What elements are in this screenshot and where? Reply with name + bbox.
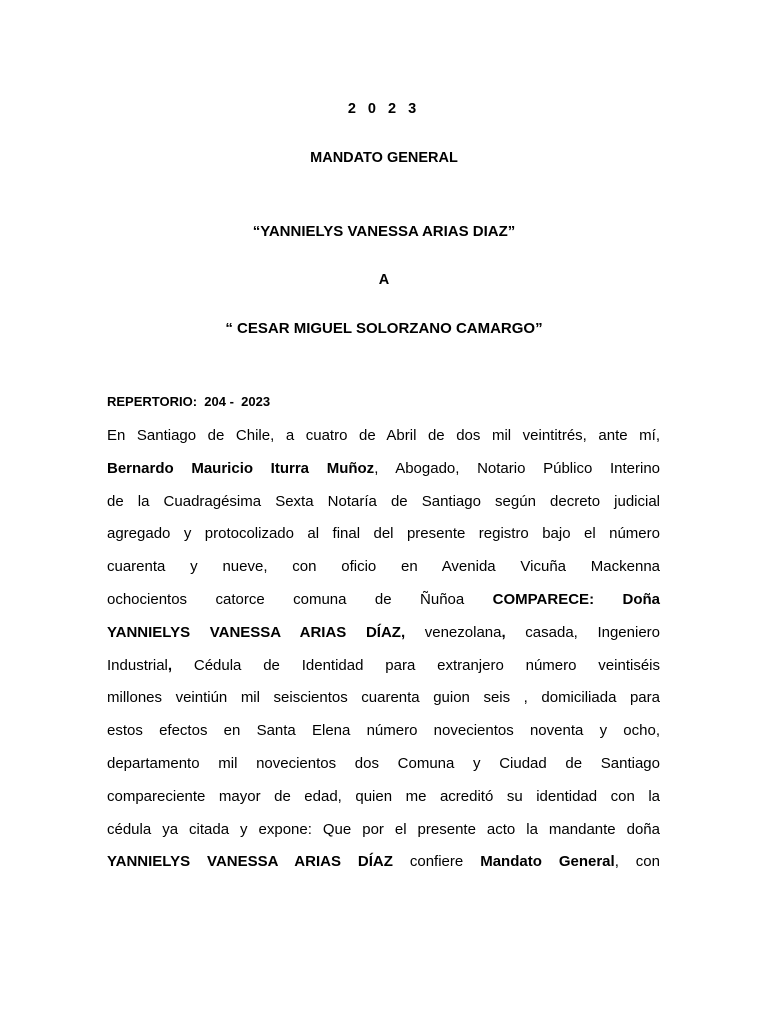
- repertorio-number: REPERTORIO: 204 - 2023: [107, 394, 271, 409]
- body-line-1: [107, 420, 660, 453]
- body-text: ochocientos catorce comuna de Ñuñoa: [107, 590, 493, 608]
- body-text: cédula ya citada y expone: Que por el presente acto la mandante doña: [107, 820, 660, 838]
- body-line-12: [107, 781, 660, 814]
- body-text: departamento mil novecientos dos Comuna y Ciudad de Santiago: [107, 754, 660, 772]
- body-line-14: [107, 846, 660, 879]
- body-line-7: [107, 617, 660, 650]
- grantor-name-inline: YANNIELYS VANESSA ARIAS DÍAZ: [107, 853, 393, 871]
- mandate-type: Mandato General: [480, 853, 615, 871]
- body-line-10: [107, 715, 660, 748]
- grantor-name: “YANNIELYS VANESSA ARIAS DIAZ”: [252, 223, 516, 240]
- notary-name: Bernardo Mauricio Iturra Muñoz: [107, 459, 375, 477]
- body-text: agregado y protocolizado al final del presente registro bajo el número: [107, 525, 660, 543]
- document-body: [107, 420, 660, 879]
- comparece-label: COMPARECE: Doña: [492, 590, 660, 608]
- body-line-9: [107, 682, 660, 715]
- body-text: Cédula de Identidad para extranjero número veintiséis: [172, 656, 660, 674]
- body-text: casada, Ingeniero: [505, 623, 661, 641]
- body-line-2: [107, 453, 660, 486]
- body-line-13: [107, 814, 660, 847]
- attorney-name: “ CESAR MIGUEL SOLORZANO CAMARGO”: [225, 320, 543, 337]
- body-line-4: [107, 518, 660, 551]
- body-line-8: [107, 650, 660, 683]
- body-text: , Abogado, Notario Público Interino: [374, 459, 660, 477]
- body-text: compareciente mayor de edad, quien me acreditó su identidad con la: [107, 787, 660, 805]
- body-line-11: [107, 748, 660, 781]
- grantor-name-inline: YANNIELYS VANESSA ARIAS DÍAZ,: [107, 623, 406, 641]
- bold-comma: ,: [501, 623, 506, 641]
- body-line-5: [107, 551, 660, 584]
- body-text: venezolana: [405, 623, 502, 641]
- bold-comma: ,: [167, 656, 173, 674]
- body-text: confiere: [392, 853, 481, 871]
- body-text: En Santiago de Chile, a cuatro de Abril de dos mil veintitrés, ante mí,: [107, 427, 660, 444]
- body-line-3: [107, 486, 660, 519]
- body-text: Industrial: [107, 656, 168, 674]
- document-title: MANDATO GENERAL: [310, 150, 458, 166]
- body-line-6: [107, 584, 660, 617]
- document-year: 2 0 2 3: [347, 101, 421, 117]
- body-text: cuarenta y nueve, con oficio en Avenida Vicuña Mackenna: [107, 558, 660, 576]
- connector-a: A: [378, 272, 390, 288]
- body-text: , con: [614, 853, 660, 871]
- body-text: millones veintiún mil seiscientos cuarenta guion seis , domiciliada para: [107, 689, 660, 707]
- body-text: estos efectos en Santa Elena número novecientos noventa y ocho,: [107, 722, 660, 740]
- body-text: de la Cuadragésima Sexta Notaría de Santiago según decreto judicial: [107, 492, 660, 510]
